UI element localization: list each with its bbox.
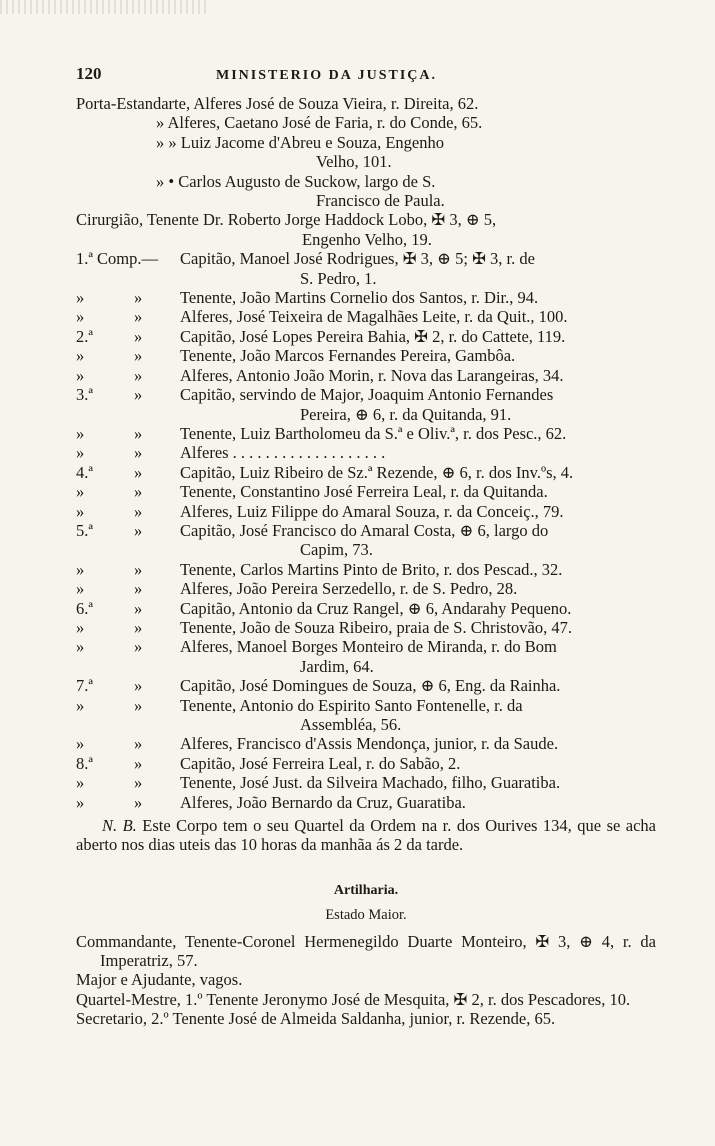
officer-entry xyxy=(180,463,656,482)
officer-entry xyxy=(180,521,656,560)
company-entry xyxy=(76,249,656,288)
officer-text: Alferes, Francisco d'Assis Mendonça, junior, r. da Saude. xyxy=(180,734,559,754)
company-number: » xyxy=(76,773,85,793)
officer-entry xyxy=(180,618,656,637)
ditto-mark: » xyxy=(134,385,143,405)
company-number: » xyxy=(76,617,85,637)
staff-entry: Commandante, Tenente-Coronel Hermenegildo Duarte Monteiro, ✠ 3, ⊕ 4, r. da Imperatriz, 57. xyxy=(76,931,656,971)
ditto-mark: » xyxy=(134,443,143,463)
company-entry xyxy=(76,346,656,365)
company-number: » xyxy=(76,501,85,521)
officer-text: Capitão, servindo de Major, Joaquim Antonio Fernandes xyxy=(180,385,554,405)
officer-entry xyxy=(180,249,656,288)
ditto-mark: » xyxy=(134,617,143,637)
officer-entry xyxy=(180,366,656,385)
officer-entry xyxy=(180,696,656,735)
officer-text: Tenente, João Martins Cornelio dos Santos, r. Dir., 94. xyxy=(180,288,539,308)
officer-entry xyxy=(180,327,656,346)
entry-line: Velho, 101. xyxy=(316,152,392,172)
company-number: » xyxy=(76,482,85,502)
company-number: » xyxy=(76,792,85,812)
company-number: 7.ª xyxy=(76,676,93,696)
ditto-mark: » xyxy=(134,598,143,618)
officer-entry xyxy=(180,502,656,521)
officer-entry xyxy=(180,754,656,773)
ditto-mark: » xyxy=(134,637,143,657)
company-entry xyxy=(76,618,656,637)
company-number: 6.ª xyxy=(76,598,93,618)
ditto-mark: » xyxy=(134,520,143,540)
company-entry xyxy=(76,482,656,501)
officer-entry xyxy=(180,482,656,501)
staff-entry: Major e Ajudante, vagos. xyxy=(76,970,243,990)
company-entry xyxy=(76,793,656,812)
ditto-mark: » xyxy=(134,462,143,482)
officer-text: Capitão, José Lopes Pereira Bahia, ✠ 2, r. do Cattete, 119. xyxy=(180,326,566,346)
company-number: » xyxy=(76,695,85,715)
officer-text: Alferes . . . . . . . . . . . . . . . . . . . xyxy=(180,443,386,463)
officer-entry xyxy=(180,676,656,695)
running-title: MINISTERIO DA JUSTIÇA. xyxy=(216,68,437,83)
ditto-mark: » xyxy=(134,676,143,696)
officer-text-continuation: Jardim, 64. xyxy=(300,656,374,676)
ditto-mark xyxy=(134,249,180,288)
note-paragraph xyxy=(76,816,656,855)
company-entry xyxy=(76,327,656,346)
officer-entry xyxy=(180,793,656,812)
company-number: » xyxy=(76,734,85,754)
ditto-mark: » xyxy=(134,365,143,385)
company-number: 4.ª xyxy=(76,462,93,482)
company-number: » xyxy=(76,637,85,657)
section-title: Artilharia. xyxy=(333,882,399,898)
staff-entry: Quartel-Mestre, 1.º Tenente Jeronymo José de Mesquita, ✠ 2, r. dos Pescadores, 10. xyxy=(76,989,631,1009)
entry-line: Porta-Estandarte, Alferes José de Souza Vieira, r. Direita, 62. xyxy=(76,94,479,113)
note-label: N. B. xyxy=(102,816,137,836)
note-text: Este Corpo tem o seu Quartel da Ordem na r. dos Ourives 134, que se acha aberto nos dias uteis das 10 horas da manhãa ás 2 da tarde. xyxy=(76,816,657,855)
company-entry xyxy=(76,579,656,598)
company-entry xyxy=(76,424,656,443)
officer-entry xyxy=(180,560,656,579)
company-entry xyxy=(76,599,656,618)
company-entry xyxy=(76,502,656,521)
officer-text: Capitão, Antonio da Cruz Rangel, ⊕ 6, Andarahy Pequeno. xyxy=(180,598,572,618)
ditto-mark: » xyxy=(134,288,143,308)
ditto-mark: » xyxy=(134,307,143,327)
officer-text: Tenente, José Just. da Silveira Machado, filho, Guaratiba. xyxy=(180,773,561,793)
ditto-mark: » xyxy=(134,482,143,502)
artilharia-entries xyxy=(76,932,656,1029)
company-entry xyxy=(76,773,656,792)
company-entry xyxy=(76,288,656,307)
company-entry xyxy=(76,443,656,462)
officer-text: Capitão, José Domingues de Souza, ⊕ 6, Eng. da Rainha. xyxy=(180,676,561,696)
officer-text-continuation: Assembléa, 56. xyxy=(300,715,402,734)
ditto-mark: » xyxy=(134,423,143,443)
entry-line: » Alferes, Caetano José de Faria, r. do Conde, 65. xyxy=(156,113,483,133)
officer-entry xyxy=(180,346,656,365)
officer-text: Alferes, Luiz Filippe do Amaral Souza, r. da Conceiç., 79. xyxy=(180,501,564,521)
companies-list xyxy=(76,249,656,812)
top-entries xyxy=(76,94,656,249)
ditto-mark: » xyxy=(134,559,143,579)
company-entry xyxy=(76,676,656,695)
company-number: » xyxy=(76,443,85,463)
officer-text-continuation: Capim, 73. xyxy=(300,540,373,560)
company-number: » xyxy=(76,365,85,385)
officer-entry xyxy=(180,288,656,307)
officer-text: Alferes, João Pereira Serzedello, r. de S. Pedro, 28. xyxy=(180,579,518,599)
officer-entry xyxy=(180,424,656,443)
company-number: » xyxy=(76,579,85,599)
ditto-mark: » xyxy=(134,579,143,599)
company-number: » xyxy=(76,559,85,579)
ditto-mark: » xyxy=(134,753,143,773)
staff-entry: Secretario, 2.º Tenente José de Almeida Saldanha, junior, r. Rezende, 65. xyxy=(76,1009,556,1029)
entry-line: Cirurgião, Tenente Dr. Roberto Jorge Haddock Lobo, ✠ 3, ⊕ 5, xyxy=(76,210,497,230)
page-number: 120 xyxy=(76,64,102,83)
entry-line: Engenho Velho, 19. xyxy=(302,229,432,249)
ditto-mark: » xyxy=(134,326,143,346)
company-number: 1.ª Comp.— xyxy=(76,249,159,269)
officer-text: Tenente, Antonio do Espirito Santo Fontenelle, r. da xyxy=(180,695,523,715)
company-number: » xyxy=(76,288,85,308)
ditto-mark: » xyxy=(134,792,143,812)
page-edge-speckle xyxy=(0,0,210,14)
company-entry xyxy=(76,560,656,579)
ditto-mark: » xyxy=(134,501,143,521)
officer-text: Tenente, Carlos Martins Pinto de Brito, r. dos Pescad., 32. xyxy=(180,559,563,579)
officer-text: Tenente, João Marcos Fernandes Pereira, Gambôa. xyxy=(180,346,516,366)
company-entry xyxy=(76,521,656,560)
company-entry xyxy=(76,696,656,735)
officer-entry xyxy=(180,579,656,598)
officer-text: Capitão, José Francisco do Amaral Costa, ⊕ 6, largo do xyxy=(180,520,549,540)
company-number: » xyxy=(76,307,85,327)
section-subtitle: Estado Maior. xyxy=(325,907,407,924)
company-entry xyxy=(76,307,656,326)
company-entry xyxy=(76,463,656,482)
company-entry xyxy=(76,734,656,753)
company-number: » xyxy=(76,423,85,443)
company-number: » xyxy=(76,346,85,366)
document-page xyxy=(76,64,656,1029)
ditto-mark: » xyxy=(134,734,143,754)
officer-text: Tenente, Constantino José Ferreira Leal, r. da Quitanda. xyxy=(180,482,548,502)
company-entry xyxy=(76,385,656,424)
company-number: 5.ª xyxy=(76,520,93,540)
officer-entry xyxy=(180,734,656,753)
company-number: 2.ª xyxy=(76,326,93,346)
officer-entry xyxy=(180,637,656,676)
officer-text: Tenente, Luiz Bartholomeu da S.ª e Oliv.ª, r. dos Pesc., 62. xyxy=(180,423,567,443)
entry-line: Francisco de Paula. xyxy=(316,191,445,211)
ditto-mark: » xyxy=(134,773,143,793)
officer-entry xyxy=(180,443,656,462)
officer-text: Alferes, Manoel Borges Monteiro de Miranda, r. do Bom xyxy=(180,637,557,657)
ditto-mark: » xyxy=(134,346,143,366)
officer-entry xyxy=(180,599,656,618)
ditto-mark: » xyxy=(134,695,143,715)
officer-text: Capitão, Manoel José Rodrigues, ✠ 3, ⊕ 5; ✠ 3, r. de xyxy=(180,249,535,269)
officer-entry xyxy=(180,385,656,424)
officer-text: Alferes, Antonio João Morin, r. Nova das Larangeiras, 34. xyxy=(180,365,564,385)
officer-text-continuation: Pereira, ⊕ 6, r. da Quitanda, 91. xyxy=(300,404,512,424)
company-entry xyxy=(76,754,656,773)
officer-entry xyxy=(180,773,656,792)
entry-line: » • Carlos Augusto de Suckow, largo de S. xyxy=(156,171,436,191)
page-header xyxy=(76,64,656,94)
company-entry xyxy=(76,637,656,676)
company-number: 8.ª xyxy=(76,753,93,773)
officer-text: Tenente, João de Souza Ribeiro, praia de S. Christovão, 47. xyxy=(180,617,573,637)
officer-text: Alferes, José Teixeira de Magalhães Leite, r. da Quit., 100. xyxy=(180,307,568,327)
officer-text: Alferes, João Bernardo da Cruz, Guaratiba. xyxy=(180,792,466,812)
officer-text-continuation: S. Pedro, 1. xyxy=(300,268,377,288)
company-number: 3.ª xyxy=(76,385,93,405)
company-entry xyxy=(76,366,656,385)
officer-entry xyxy=(180,307,656,326)
officer-text: Capitão, José Ferreira Leal, r. do Sabão, 2. xyxy=(180,753,461,773)
officer-text: Capitão, Luiz Ribeiro de Sz.ª Rezende, ⊕ 6, r. dos Inv.ºs, 4. xyxy=(180,462,574,482)
entry-line: » » Luiz Jacome d'Abreu e Souza, Engenho xyxy=(156,132,444,152)
